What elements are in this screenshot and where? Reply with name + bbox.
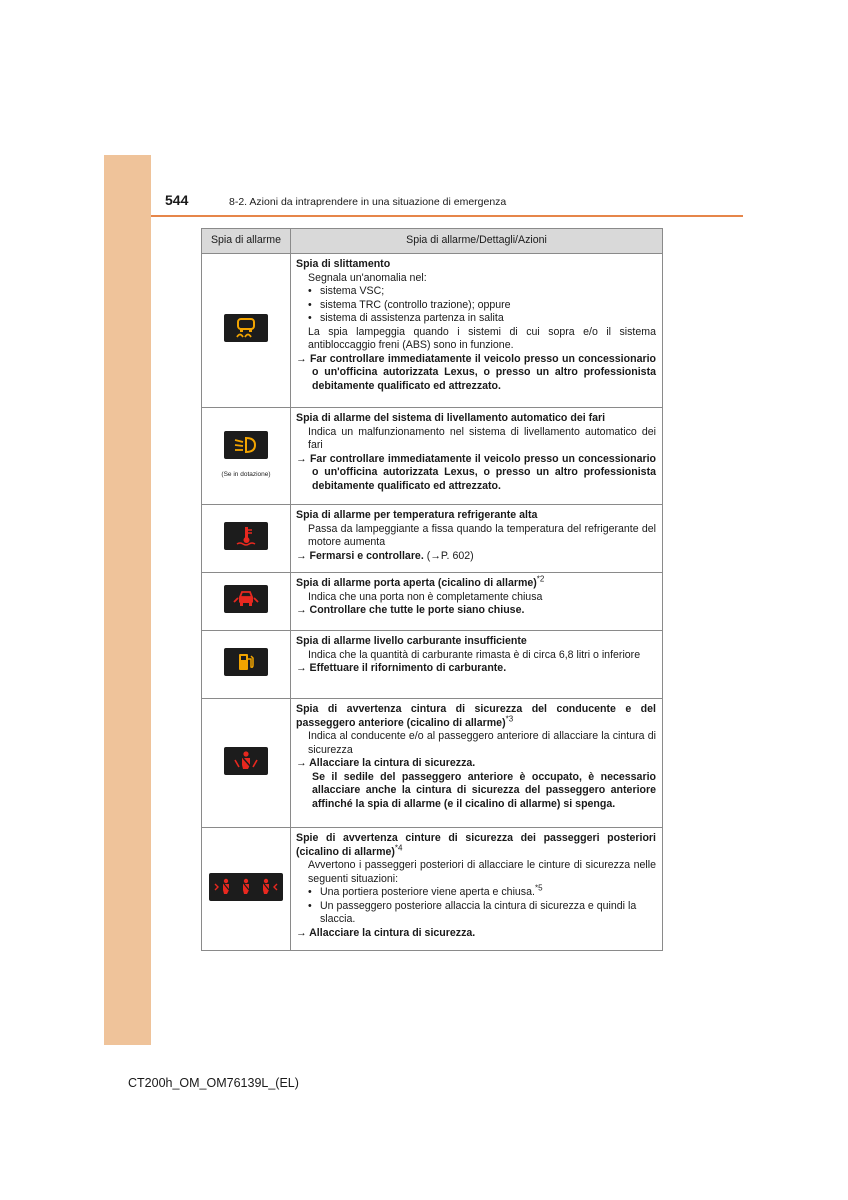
description: Avvertono i passeggeri posteriori di allacciare le cinture di sicurezza nelle seguenti situazioni:	[308, 859, 656, 885]
description: Indica che la quantità di carburante rimasta è di circa 6,8 litri o inferiore	[308, 648, 641, 661]
door-open-icon	[224, 585, 268, 613]
table-row	[202, 254, 663, 408]
column-header-details: Spia di allarme/Dettagli/Azioni	[291, 229, 663, 254]
action-detail: Se il sedile del passeggero anteriore è occupato, è necessario allacciare anche la cintura di sicurezza del passeggero anteriore affinché la spia di allarme (e il cicalino di allarme) si spenga.	[312, 770, 656, 810]
action-text: → Far controllare immediatamente il veicolo presso un concessionario o un'officina autorizzata Lexus, o presso un altro professionista debitamente qualificato ed attrezzato.	[296, 452, 656, 492]
row-title: Spie di avvertenza cinture di sicurezza dei passeggeri posteriori (cicalino di allarme)$^{*4}$	[296, 832, 656, 858]
bullet-item: • Una portiera posteriore viene aperta e chiusa.$^{*5}$	[296, 886, 656, 900]
description: Indica al conducente e/o al passeggero anteriore di allacciare la cintura di sicurezza	[308, 730, 656, 756]
icon-cell	[202, 408, 291, 505]
table-row	[202, 573, 663, 631]
fuel-pump-icon	[224, 648, 268, 676]
icon-cell	[202, 573, 291, 631]
description: Indica un malfunzionamento nel sistema di livellamento automatico dei fari	[308, 425, 656, 451]
details-cell	[291, 699, 663, 828]
document-code: CT200h_OM_OM76139L_(EL)	[128, 1076, 299, 1090]
details-cell	[291, 573, 663, 631]
details-cell	[291, 828, 663, 951]
page-number: 544	[165, 192, 189, 208]
arrow-icon: →	[296, 452, 307, 465]
rear-seatbelt-icon	[209, 873, 283, 901]
action-text: → Far controllare immediatamente il veicolo presso un concessionario o un'officina autorizzata Lexus, o presso un altro professionista debitamente qualificato ed attrezzato.	[296, 352, 656, 392]
icon-cell	[202, 254, 291, 408]
header-rule	[151, 215, 743, 217]
description: Passa da lampeggiante a fissa quando la temperatura del refrigerante del motore aumenta	[308, 522, 656, 548]
arrow-icon: →	[296, 352, 307, 365]
action-text: → Fermarsi e controllare. (→P. 602)	[296, 549, 474, 562]
action-text: → Effettuare il rifornimento di carburante.	[296, 662, 507, 674]
arrow-icon: →	[296, 662, 307, 674]
row-title: Spia di avvertenza cintura di sicurezza del conducente e del passeggero anteriore (cicalino di allarme)$^{*3}$	[296, 703, 656, 729]
column-header-light: Spia di allarme	[202, 229, 291, 254]
icon-cell	[202, 828, 291, 951]
description: Segnala un'anomalia nel:	[308, 271, 427, 284]
action-text: → Allacciare la cintura di sicurezza.	[296, 926, 476, 939]
description: La spia lampeggia quando i sistemi di cui sopra e/o il sistema antibloccaggio freni (ABS) sono in funzione.	[308, 325, 656, 351]
table-row	[202, 828, 663, 951]
icon-cell	[202, 699, 291, 828]
row-title: Spia di allarme per temperatura refrigerante alta	[296, 509, 538, 521]
table-row	[202, 631, 663, 699]
bullet-item: • sistema VSC;	[296, 285, 656, 299]
section-title: 8-2. Azioni da intraprendere in una situazione di emergenza	[229, 196, 507, 208]
bullet-item: • Un passeggero posteriore allaccia la cintura di sicurezza e quindi la slaccia.	[296, 900, 656, 927]
bullet-item: • sistema di assistenza partenza in salita	[296, 312, 656, 326]
row-title: Spia di allarme livello carburante insufficiente	[296, 635, 527, 647]
details-cell	[291, 505, 663, 573]
description: Indica che una porta non è completamente chiusa	[308, 590, 543, 603]
action-text: → Allacciare la cintura di sicurezza.	[296, 757, 476, 769]
icon-cell	[202, 631, 291, 699]
row-title: Spia di slittamento	[296, 258, 391, 270]
headlight-leveling-icon	[224, 431, 268, 459]
action-text: → Controllare che tutte le porte siano chiuse.	[296, 604, 525, 616]
details-cell	[291, 631, 663, 699]
arrow-icon: →	[296, 926, 307, 939]
icon-cell	[202, 505, 291, 573]
slip-indicator-icon	[224, 314, 268, 342]
details-cell	[291, 408, 663, 505]
details-cell	[291, 254, 663, 408]
icon-note: (Se in dotazione)	[221, 471, 271, 478]
arrow-icon: →	[296, 549, 307, 562]
coolant-temperature-icon	[224, 522, 268, 550]
table-row	[202, 699, 663, 828]
table-row	[202, 505, 663, 573]
arrow-icon: →	[296, 604, 307, 616]
arrow-icon: →	[296, 757, 307, 769]
row-title: Spia di allarme porta aperta (cicalino di allarme)$^{*2}$	[296, 574, 545, 589]
bullet-item: • sistema TRC (controllo trazione); oppure	[296, 299, 656, 313]
chapter-tab-band	[104, 155, 151, 1045]
row-title: Spia di allarme del sistema di livellamento automatico dei fari	[296, 412, 606, 424]
table-row	[202, 408, 663, 505]
warning-lights-table	[201, 228, 663, 951]
seatbelt-icon	[224, 747, 268, 775]
